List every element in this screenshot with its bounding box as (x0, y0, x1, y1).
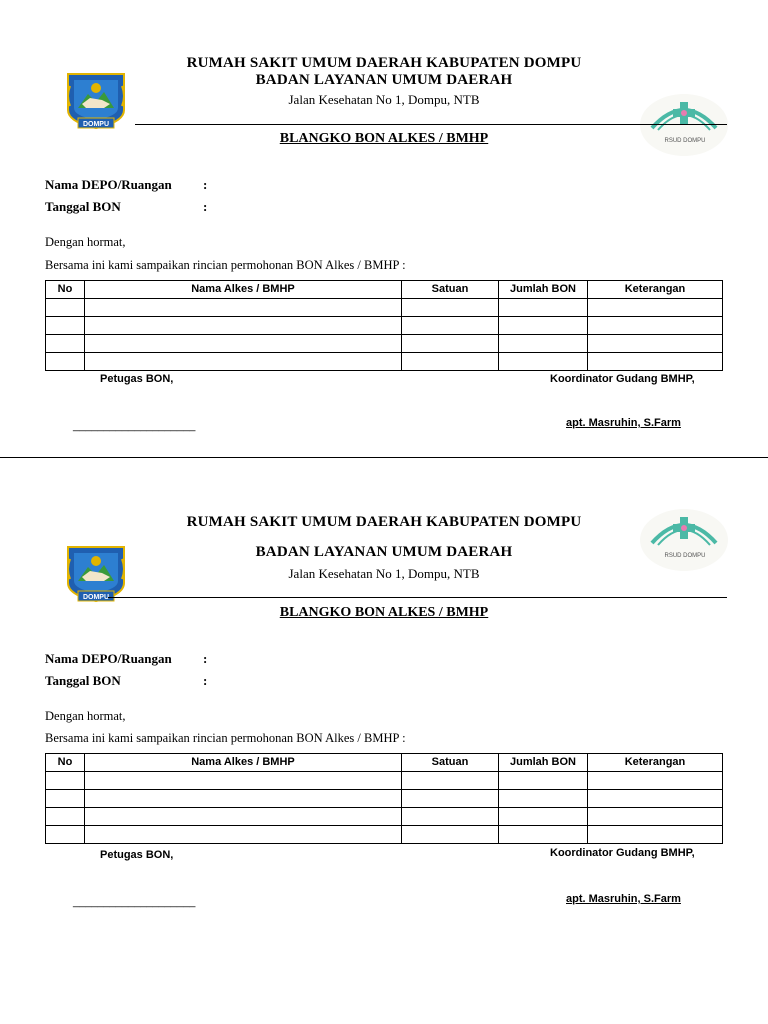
col-jumlah-bon: Jumlah BON (499, 754, 588, 772)
greeting: Dengan hormat, (45, 709, 126, 723)
cell-nama[interactable] (85, 808, 402, 826)
hospital-address: Jalan Kesehatan No 1, Dompu, NTB (288, 566, 480, 581)
cell-satuan[interactable] (402, 353, 499, 371)
cell-no[interactable] (46, 826, 85, 844)
agency-name: BADAN LAYANAN UMUM DAERAH (255, 544, 513, 560)
cell-keterangan[interactable] (588, 808, 723, 826)
cell-jumlah[interactable] (499, 335, 588, 353)
rsud-logo-label: RSUD DOMPU (664, 138, 706, 144)
table-row[interactable] (46, 790, 723, 808)
cell-jumlah[interactable] (499, 826, 588, 844)
koordinator-label: Koordinator Gudang BMHP, (550, 373, 695, 385)
hospital-name: RUMAH SAKIT UMUM DAERAH KABUPATEN DOMPU (186, 55, 582, 71)
bon-table (45, 753, 723, 844)
col-keterangan: Keterangan (588, 754, 723, 772)
cell-no[interactable] (46, 790, 85, 808)
greeting: Dengan hormat, (45, 235, 126, 249)
cell-no[interactable] (46, 772, 85, 790)
page-divider (0, 457, 768, 458)
depo-colon: : (203, 651, 208, 666)
dompu-logo-label: DOMPU (82, 121, 110, 128)
table-row[interactable] (46, 335, 723, 353)
cell-satuan[interactable] (402, 317, 499, 335)
table-row[interactable] (46, 772, 723, 790)
depo-label: Nama DEPO/Ruangan (45, 177, 172, 192)
cell-keterangan[interactable] (588, 790, 723, 808)
cell-keterangan[interactable] (588, 772, 723, 790)
koordinator-label: Koordinator Gudang BMHP, (550, 847, 695, 859)
table-row[interactable] (46, 353, 723, 371)
cell-nama[interactable] (85, 826, 402, 844)
table-row[interactable] (46, 826, 723, 844)
tanggal-label: Tanggal BON (45, 673, 121, 688)
cell-satuan[interactable] (402, 790, 499, 808)
cell-no[interactable] (46, 353, 85, 371)
cell-nama[interactable] (85, 299, 402, 317)
header-rule (135, 124, 727, 125)
table-header-row (46, 754, 723, 772)
cell-jumlah[interactable] (499, 808, 588, 826)
col-jumlah-bon: Jumlah BON (499, 281, 588, 299)
bon-table (45, 280, 723, 371)
table-row[interactable] (46, 808, 723, 826)
hospital-address: Jalan Kesehatan No 1, Dompu, NTB (288, 92, 480, 107)
koordinator-name: apt. Masruhin, S.Farm (566, 417, 681, 429)
cell-nama[interactable] (85, 317, 402, 335)
depo-colon: : (203, 177, 208, 192)
col-satuan: Satuan (402, 754, 499, 772)
cell-keterangan[interactable] (588, 826, 723, 844)
cell-no[interactable] (46, 335, 85, 353)
col-nama-alkes: Nama Alkes / BMHP (85, 754, 402, 772)
cell-nama[interactable] (85, 790, 402, 808)
tanggal-label: Tanggal BON (45, 199, 121, 214)
col-no: No (46, 754, 85, 772)
cell-keterangan[interactable] (588, 335, 723, 353)
rsud-logo-label: RSUD DOMPU (664, 553, 706, 559)
cell-keterangan[interactable] (588, 317, 723, 335)
cell-satuan[interactable] (402, 299, 499, 317)
cell-no[interactable] (46, 808, 85, 826)
cell-nama[interactable] (85, 335, 402, 353)
cell-jumlah[interactable] (499, 772, 588, 790)
hospital-name: RUMAH SAKIT UMUM DAERAH KABUPATEN DOMPU (186, 514, 582, 530)
cell-jumlah[interactable] (499, 790, 588, 808)
form-title: BLANGKO BON ALKES / BMHP (279, 605, 489, 620)
col-nama-alkes: Nama Alkes / BMHP (85, 281, 402, 299)
koordinator-name: apt. Masruhin, S.Farm (566, 893, 681, 905)
col-satuan: Satuan (402, 281, 499, 299)
cell-satuan[interactable] (402, 826, 499, 844)
tanggal-colon: : (203, 199, 208, 214)
col-keterangan: Keterangan (588, 281, 723, 299)
cell-satuan[interactable] (402, 772, 499, 790)
petugas-label: Petugas BON, (100, 849, 174, 861)
table-row[interactable] (46, 317, 723, 335)
intro-text: Bersama ini kami sampaikan rincian permohonan BON Alkes / BMHP : (45, 731, 406, 745)
table-row[interactable] (46, 299, 723, 317)
depo-label: Nama DEPO/Ruangan (45, 651, 172, 666)
cell-jumlah[interactable] (499, 299, 588, 317)
col-no: No (46, 281, 85, 299)
petugas-signature-line[interactable]: ____________________ (73, 896, 196, 908)
cell-nama[interactable] (85, 772, 402, 790)
cell-nama[interactable] (85, 353, 402, 371)
tanggal-colon: : (203, 673, 208, 688)
table-header-row (46, 281, 723, 299)
cell-keterangan[interactable] (588, 299, 723, 317)
form-title: BLANGKO BON ALKES / BMHP (279, 131, 489, 146)
intro-text: Bersama ini kami sampaikan rincian permohonan BON Alkes / BMHP : (45, 258, 406, 272)
cell-jumlah[interactable] (499, 353, 588, 371)
agency-name: BADAN LAYANAN UMUM DAERAH (255, 72, 513, 88)
dompu-logo-label: DOMPU (82, 594, 110, 601)
cell-jumlah[interactable] (499, 317, 588, 335)
cell-no[interactable] (46, 299, 85, 317)
cell-satuan[interactable] (402, 335, 499, 353)
cell-no[interactable] (46, 317, 85, 335)
petugas-label: Petugas BON, (100, 373, 174, 385)
cell-keterangan[interactable] (588, 353, 723, 371)
header-rule (108, 597, 727, 598)
cell-satuan[interactable] (402, 808, 499, 826)
petugas-signature-line[interactable]: ____________________ (73, 420, 196, 432)
